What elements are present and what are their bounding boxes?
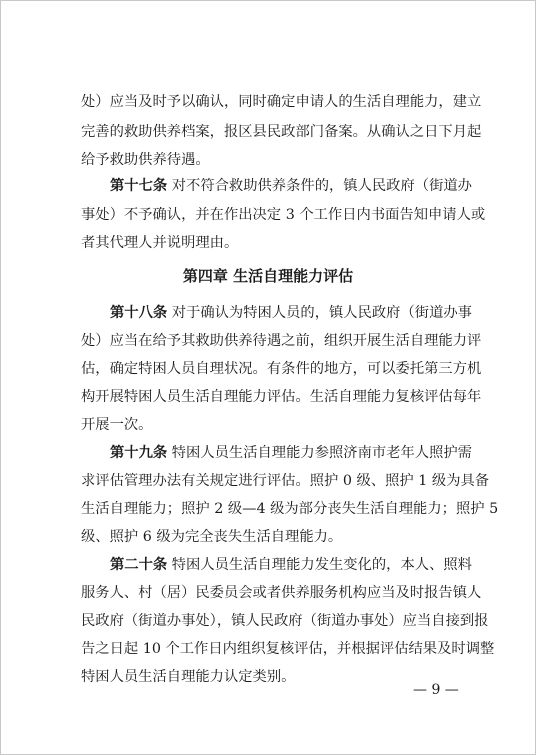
text-line: 处）应当在给予其救助供养待遇之前，组织开展生活自理能力评 (81, 333, 482, 349)
article-label: 第十八条 (110, 305, 168, 321)
text-line: 特困人员生活自理能力参照济南市老年人照护需 (167, 445, 472, 461)
text-line: 特困人员生活自理能力发生变化的，本人、照料 (167, 557, 472, 573)
chapter-heading: 第四章 生活自理能力评估 (182, 267, 354, 285)
text-line: 民政府（街道办事处），镇人民政府（街道办事处）应当自接到报 (81, 613, 489, 629)
text-line: 事处）不予确认，并在作出决定 3 个工作日内书面告知申请人或 (81, 207, 486, 223)
text-line: 求评估管理办法有关规定进行评估。照护 0 级、照护 1 级为具备 (81, 473, 490, 489)
article-label: 第十七条 (110, 178, 168, 194)
text-line: 者其代理人并说明理由。 (81, 235, 239, 251)
text-line: 给予救助供养待遇。 (81, 152, 210, 168)
text-line: 开展一次。 (81, 417, 153, 433)
text-line: 构开展特困人员生活自理能力评估。生活自理能力复核评估每年 (81, 389, 482, 405)
text-line: 对于确认为特困人员的，镇人民政府（街道办事 (167, 305, 472, 321)
page-number: — 9 — (413, 682, 459, 698)
text-line: 特困人员生活自理能力认定类别。 (81, 669, 296, 685)
text-line: 处）应当及时予以确认，同时确定申请人的生活自理能力，建立 (81, 94, 482, 110)
article-label: 第十九条 (110, 445, 168, 461)
text-line: 服务人、村（居）民委员会或者供养服务机构应当及时报告镇人 (81, 585, 482, 601)
text-line: 对不符合救助供养条件的，镇人民政府（街道办 (167, 178, 472, 194)
text-line: 估，确定特困人员自理状况。有条件的地方，可以委托第三方机 (81, 361, 482, 377)
text-line: 级、照护 6 级为完全丧失生活自理能力。 (81, 529, 343, 545)
article-label: 第二十条 (110, 557, 168, 573)
text-line: 生活自理能力；照护 2 级—4 级为部分丧失生活自理能力；照护 5 (81, 501, 499, 517)
text-line: 告之日起 10 个工作日内组织复核评估，并根据评估结果及时调整 (81, 641, 495, 657)
text-line: 完善的救助供养档案，报区县民政部门备案。从确认之日下月起 (81, 124, 482, 140)
